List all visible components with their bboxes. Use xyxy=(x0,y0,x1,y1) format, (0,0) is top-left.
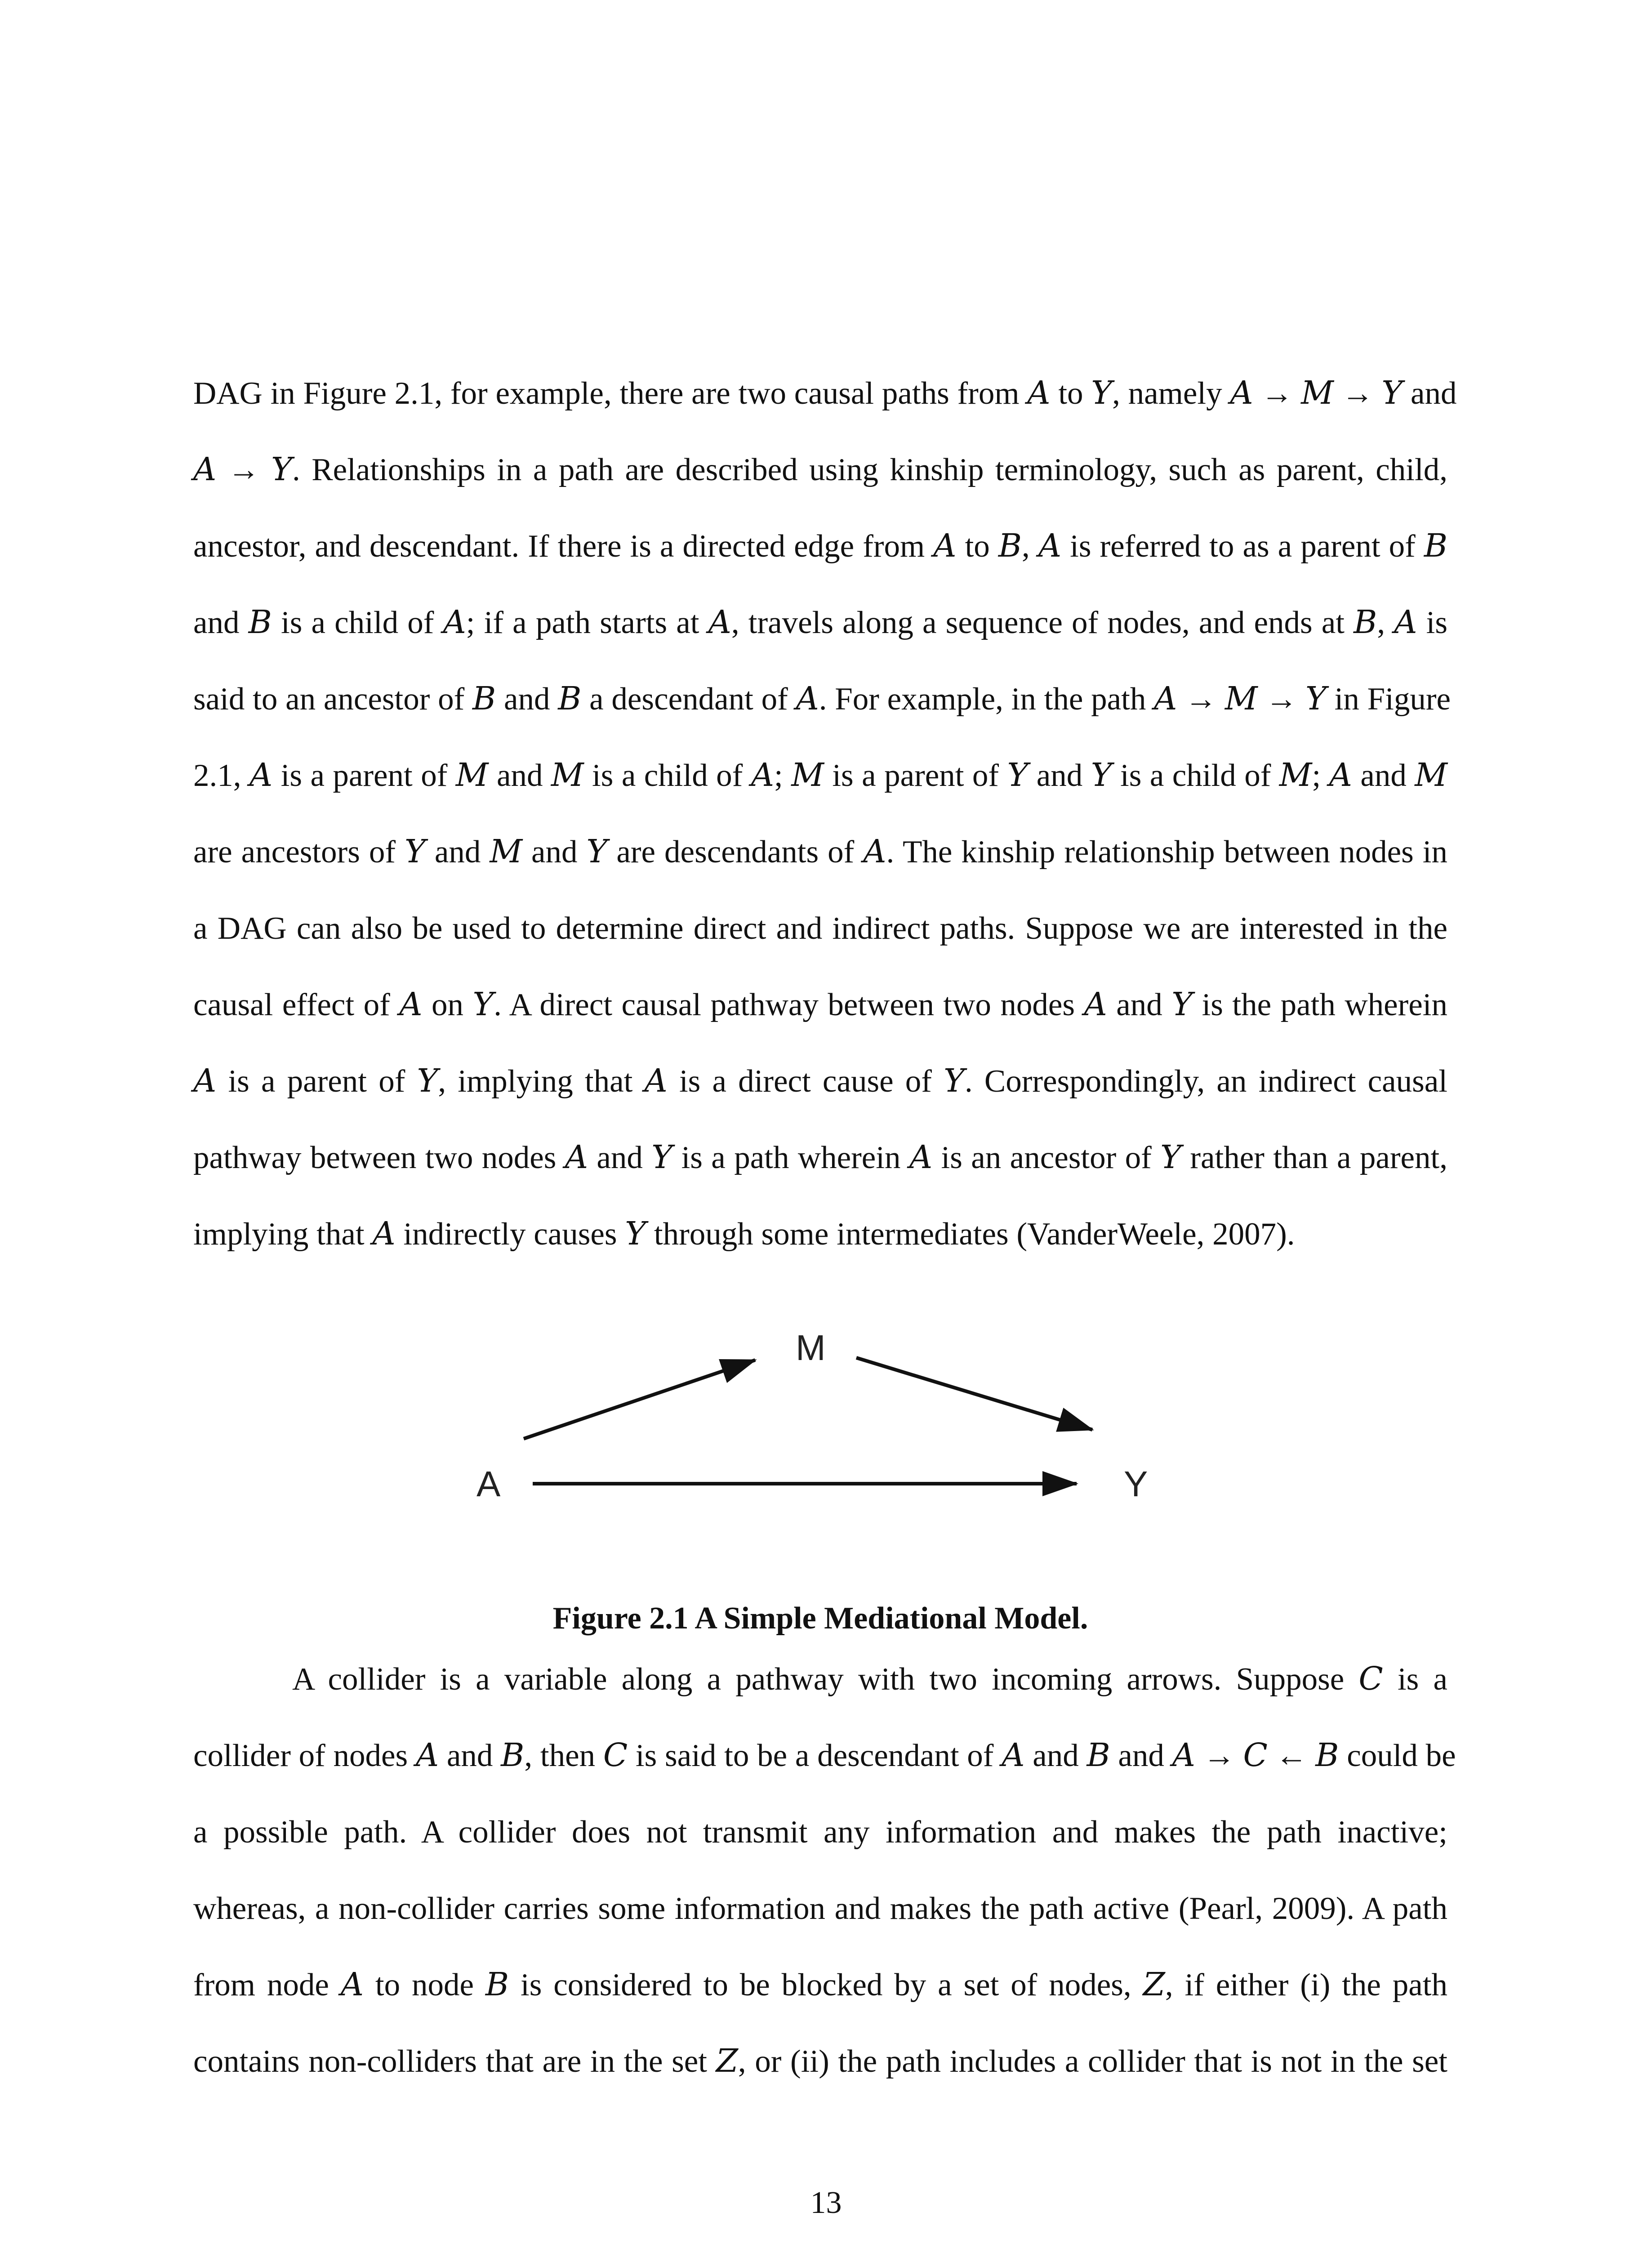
edge-a-to-m xyxy=(524,1360,755,1439)
text-line: whereas, a non-collider carries some information and makes the path active (Pearl, 2009). A path xyxy=(193,1891,1447,1926)
text-line: and 𝐵 is a child of 𝐴; if a path starts at 𝐴, travels along a sequence of nodes, and ends at 𝐵, 𝐴 is xyxy=(193,605,1447,640)
text-line: a possible path. A collider does not transmit any information and makes the path inactive; xyxy=(193,1815,1447,1850)
text-line: said to an ancestor of 𝐵 and 𝐵 a descendant of 𝐴. For example, in the path 𝐴 → 𝑀 → 𝑌 in Figure xyxy=(193,682,1451,717)
text-line: DAG in Figure 2.1, for example, there are two causal paths from 𝐴 to 𝑌, namely 𝐴 → 𝑀 → 𝑌 and xyxy=(193,376,1457,411)
text-line: from node 𝐴 to node 𝐵 is considered to be blocked by a set of nodes, 𝑍, if either (i) the path xyxy=(193,1967,1447,2003)
edge-m-to-y xyxy=(856,1358,1092,1430)
text-line: a DAG can also be used to determine direct and indirect paths. Suppose we are interested in the xyxy=(193,911,1447,946)
text-line: causal effect of 𝐴 on 𝑌. A direct causal pathway between two nodes 𝐴 and 𝑌 is the path wherein xyxy=(193,987,1447,1022)
text-line: A collider is a variable along a pathway with two incoming arrows. Suppose 𝐶 is a xyxy=(292,1662,1447,1697)
text-line: collider of nodes 𝐴 and 𝐵, then 𝐶 is said to be a descendant of 𝐴 and 𝐵 and 𝐴 → 𝐶 ← 𝐵 could be xyxy=(193,1738,1456,1773)
node-a: A xyxy=(476,1464,501,1504)
node-m: M xyxy=(796,1328,826,1368)
text-line: pathway between two nodes 𝐴 and 𝑌 is a path wherein 𝐴 is an ancestor of 𝑌 rather than a parent, xyxy=(193,1140,1447,1175)
node-y: Y xyxy=(1124,1464,1148,1504)
text-line: 𝐴 → 𝑌. Relationships in a path are described using kinship terminology, such as parent, child, xyxy=(193,452,1447,487)
text-line: 𝐴 is a parent of 𝑌, implying that 𝐴 is a direct cause of 𝑌. Correspondingly, an indirect causal xyxy=(193,1064,1447,1099)
text-line: ancestor, and descendant. If there is a directed edge from 𝐴 to 𝐵, 𝐴 is referred to as a parent of 𝐵 xyxy=(193,529,1447,564)
figure-caption: Figure 2.1 A Simple Mediational Model. xyxy=(552,1601,1088,1636)
mediation-diagram xyxy=(450,1304,1214,1556)
text-line: contains non-colliders that are in the set 𝑍, or (ii) the path includes a collider that is not in the set xyxy=(193,2044,1447,2079)
text-line: 2.1, 𝐴 is a parent of 𝑀 and 𝑀 is a child of 𝐴; 𝑀 is a parent of 𝑌 and 𝑌 is a child of 𝑀; 𝐴 and 𝑀 xyxy=(193,758,1447,793)
text-line: are ancestors of 𝑌 and 𝑀 and 𝑌 are descendants of 𝐴. The kinship relationship between nodes in xyxy=(193,834,1447,870)
page-number: 13 xyxy=(810,2186,842,2220)
text-line: implying that 𝐴 indirectly causes 𝑌 through some intermediates (VanderWeele, 2007). xyxy=(193,1217,1295,1252)
